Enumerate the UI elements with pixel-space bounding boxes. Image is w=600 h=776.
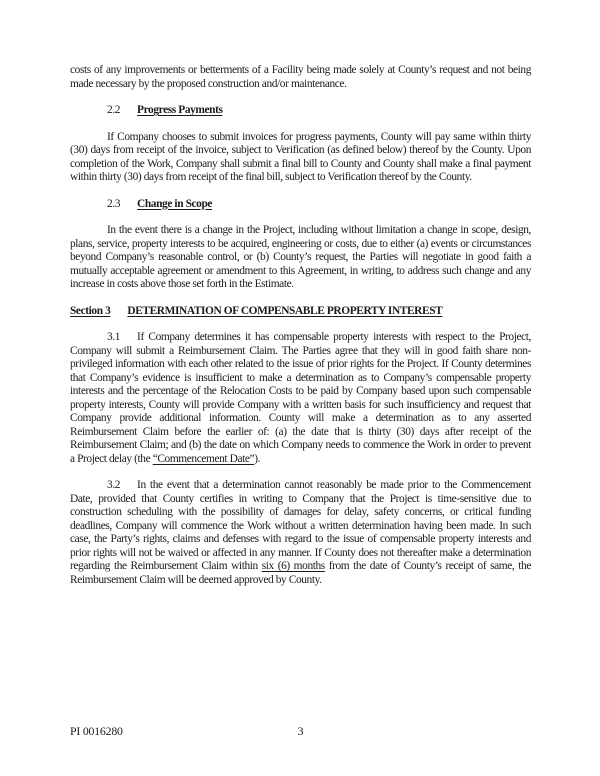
section-title: Progress Payments bbox=[137, 104, 223, 116]
section-heading-2-2 bbox=[70, 104, 531, 118]
section-number: 2.3 bbox=[107, 197, 121, 210]
paragraph-2-2: If Company chooses to submit invoices for progress payments, County will pay same within thirty (30) days from receipt of the invoice, subject to Verification (as defined below) thereof by the County. Upon completion of the Work, Company shall submit a final bill to County and County shall make a final payment within thirty (30) days from receipt of the final bill, subject to Verification thereof by the County. bbox=[70, 130, 531, 183]
section-label: Section 3 bbox=[70, 304, 111, 317]
document-id: PI 0016280 bbox=[70, 724, 123, 738]
paragraph-number: 3.1 bbox=[107, 331, 121, 343]
paragraph-number: 3.2 bbox=[107, 479, 121, 491]
paragraph-continuation: costs of any improvements or betterments of a Facility being made solely at County’s request and not being made necessary by the proposed construction and/or maintenance. bbox=[70, 64, 531, 90]
paragraph-2-3: In the event there is a change in the Project, including without limitation a change in scope, design, plans, service, property interests to be acquired, engineering or costs, due to either (a) events or circumstances beyond Company’s reasonable control, or (b) County’s request, the Parties will negotiate in good faith a mutually acceptable agreement or amendment to this Agreement, in writing, to address such change and any increase in costs above those set forth in the Estimate. bbox=[70, 224, 531, 290]
section-number: 2.2 bbox=[107, 104, 121, 116]
section-title: Change in Scope bbox=[137, 197, 213, 210]
paragraph-3-1 bbox=[70, 331, 531, 466]
page-number: 3 bbox=[297, 724, 304, 738]
paragraph-3-2 bbox=[70, 479, 531, 587]
section-title: DETERMINATION OF COMPENSABLE PROPERTY INTEREST bbox=[127, 304, 443, 317]
section-heading-2-3 bbox=[70, 198, 531, 212]
page-content bbox=[70, 64, 531, 587]
paragraph-text: In the event that a determination cannot reasonably be made prior to the Commencement Date, provided that County certifies in writing to Company that the Project is time-sensitive due to construction scheduling with the possibility of damages for delay, safety concerns, or critical funding deadlines, Company will commence the Work without a written determination having been made. In such case, the Party’s rights, claims and defenses with regard to the issue of compensable property interests and prior rights will not be waived or affected in any manner. If County does not thereafter make a determination regarding the Reimbursement Claim within six (6) months from the date of County’s receipt of same, the Reimbursement Claim will be deemed approved by County. bbox=[70, 479, 531, 586]
page-footer bbox=[70, 724, 531, 738]
section-heading-3 bbox=[70, 305, 531, 319]
paragraph-text: If Company determines it has compensable property interests with respect to the Project, Company will submit a Reimbursement Claim. The Parties agree that they will in good faith share non-privileged information with each other related to the issue of prior rights for the Project. If County determines that Company’s evidence is insufficient to make a determination as to Company’s compensable property interests and the percentage of the Relocation Costs to be paid by Company based upon such compensable property interests, County will provide Company with a written basis for such insufficiency and request that Company provide additional information. County will make a determination as to any asserted Reimbursement Claim before the earlier of: (a) the date that is thirty (30) days after receipt of the Reimbursement Claim; and (b) the date on which Company needs to commence the Work in order to prevent a Project delay (the “Commencement Date”). bbox=[70, 331, 531, 465]
